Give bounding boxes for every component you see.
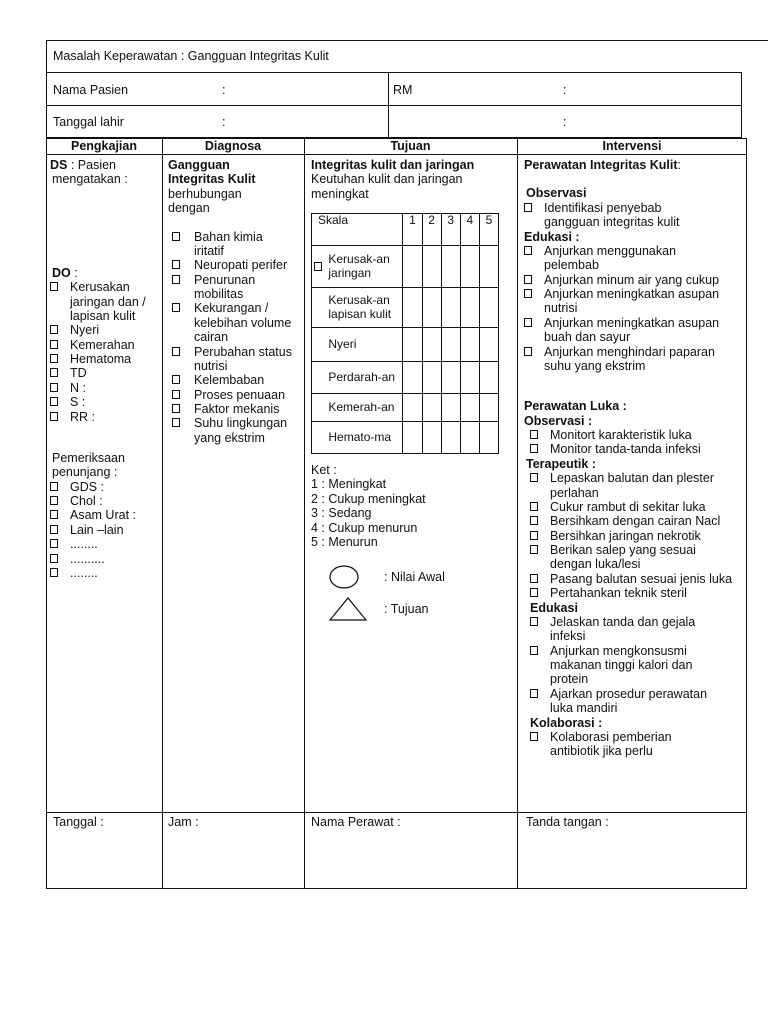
checkbox-icon[interactable] bbox=[50, 354, 58, 363]
scale-cell[interactable] bbox=[441, 362, 460, 394]
scale-number: 5 bbox=[479, 214, 498, 246]
goal-column bbox=[311, 158, 511, 201]
scale-cell[interactable] bbox=[403, 246, 422, 288]
list-item bbox=[530, 730, 744, 759]
ds-line bbox=[50, 158, 160, 172]
checkbox-icon[interactable] bbox=[530, 646, 538, 655]
checkbox-icon[interactable] bbox=[50, 412, 58, 421]
list-item bbox=[524, 201, 744, 230]
list-item-label: ........ bbox=[70, 565, 98, 580]
therapeutic-list bbox=[530, 471, 744, 600]
circle-icon bbox=[328, 564, 360, 590]
list-item-label: Anjurkan minum air yang cukup bbox=[544, 272, 720, 287]
list-item-label: GDS : bbox=[70, 479, 105, 494]
scale-cell[interactable] bbox=[403, 362, 422, 394]
scale-cell[interactable] bbox=[422, 246, 441, 288]
ds-label: DS bbox=[50, 158, 68, 172]
footer-signature: Tanda tangan : bbox=[526, 815, 609, 829]
collaboration-list bbox=[530, 730, 744, 759]
list-item-label: Bahan kimia iritatif bbox=[194, 229, 263, 258]
list-item-label: Chol : bbox=[70, 494, 103, 508]
list-item bbox=[50, 523, 160, 537]
scale-cell[interactable] bbox=[460, 328, 479, 362]
list-item-label: Kerusakan jaringan dan / lapisan kulit bbox=[70, 280, 146, 323]
checkbox-icon[interactable] bbox=[530, 516, 538, 525]
scale-cell[interactable] bbox=[460, 288, 479, 328]
scale-cell[interactable] bbox=[479, 422, 498, 454]
dob-colon: : bbox=[222, 115, 226, 129]
checkbox-icon[interactable] bbox=[530, 531, 538, 540]
checkbox-icon[interactable] bbox=[172, 260, 180, 269]
header-divider-1 bbox=[46, 72, 742, 73]
triangle-icon bbox=[328, 596, 368, 622]
scale-cell[interactable] bbox=[441, 422, 460, 454]
scale-row bbox=[312, 422, 499, 454]
checkbox-icon[interactable] bbox=[172, 275, 180, 284]
list-item-label: Monitort karakteristik luka bbox=[550, 428, 692, 442]
list-item-label: RR : bbox=[70, 409, 95, 424]
ket-item: 1 : Meningkat bbox=[311, 477, 387, 492]
list-item bbox=[172, 301, 300, 344]
therapeutic-label: Terapeutik : bbox=[526, 456, 596, 471]
scale-row-checkbox-cell bbox=[312, 394, 327, 422]
scale-cell[interactable] bbox=[460, 246, 479, 288]
scale-number: 4 bbox=[460, 214, 479, 246]
list-item bbox=[50, 366, 160, 380]
list-item bbox=[50, 395, 160, 409]
list-item bbox=[524, 287, 744, 316]
list-item-label: Kekurangan / kelebihan volume cairan bbox=[194, 301, 292, 345]
list-item bbox=[172, 258, 300, 272]
ket-label: Ket : bbox=[311, 463, 337, 477]
diagnosis-list bbox=[172, 230, 300, 446]
education-label: Edukasi : bbox=[524, 229, 580, 244]
list-item bbox=[50, 338, 160, 352]
checkbox-icon[interactable] bbox=[524, 203, 532, 212]
list-item-label: S : bbox=[70, 395, 86, 410]
list-item-label: Kemerahan bbox=[70, 337, 135, 352]
checkbox-icon[interactable] bbox=[530, 444, 538, 453]
checkbox-icon[interactable] bbox=[50, 368, 58, 377]
scale-cell[interactable] bbox=[403, 288, 422, 328]
scale-cell[interactable] bbox=[479, 288, 498, 328]
scale-row bbox=[312, 288, 499, 328]
footer-rule bbox=[46, 812, 747, 813]
list-item-label: Cukur rambut di sekitar luka bbox=[550, 499, 706, 514]
list-item bbox=[524, 316, 744, 345]
scale-number: 1 bbox=[403, 214, 422, 246]
list-item bbox=[172, 416, 300, 445]
scale-row bbox=[312, 246, 499, 288]
intervention-title-1-line bbox=[524, 158, 744, 172]
list-item-label: Bersihkan jaringan nekrotik bbox=[550, 528, 701, 543]
list-item-label: Suhu lingkungan yang ekstrim bbox=[194, 416, 288, 445]
do-label: DO bbox=[52, 265, 71, 280]
checkbox-icon[interactable] bbox=[530, 473, 538, 482]
list-item bbox=[530, 514, 744, 528]
problem-title: Masalah Keperawatan : Gangguan Integritas Kulit bbox=[53, 49, 329, 63]
ket-item: 5 : Menurun bbox=[311, 534, 378, 549]
scale-row-checkbox-cell bbox=[312, 328, 327, 362]
checkbox-icon[interactable] bbox=[50, 510, 58, 519]
checkbox-icon[interactable] bbox=[530, 588, 538, 597]
checkbox-icon[interactable] bbox=[50, 397, 58, 406]
diagnosis-sub-2: dengan bbox=[168, 201, 210, 216]
column-header-assessment: Pengkajian bbox=[71, 139, 137, 153]
checkbox-icon[interactable] bbox=[50, 383, 58, 392]
checkbox-icon[interactable] bbox=[530, 732, 538, 741]
checkbox-icon[interactable] bbox=[524, 318, 532, 327]
checkbox-icon[interactable] bbox=[50, 282, 58, 291]
list-item bbox=[530, 500, 744, 514]
scale-row-checkbox-cell bbox=[312, 362, 327, 394]
list-item bbox=[50, 381, 160, 395]
scale-cell[interactable] bbox=[460, 362, 479, 394]
scale-row bbox=[312, 362, 499, 394]
scale-cell[interactable] bbox=[460, 422, 479, 454]
blank-colon: : bbox=[563, 115, 567, 129]
legend-circle-label: : Nilai Awal bbox=[384, 570, 445, 584]
scale-number: 3 bbox=[441, 214, 460, 246]
do-line bbox=[52, 266, 160, 280]
scale-cell[interactable] bbox=[460, 394, 479, 422]
footer-nurse: Nama Perawat : bbox=[311, 815, 401, 829]
scale-header-row bbox=[312, 214, 499, 246]
list-item bbox=[50, 552, 160, 566]
list-item-label: Berikan salep yang sesuai dengan luka/lesi bbox=[550, 543, 696, 572]
scale-row-checkbox-cell bbox=[312, 422, 327, 454]
scale-row bbox=[312, 328, 499, 362]
patient-name-label: Nama Pasien bbox=[53, 83, 129, 97]
list-item bbox=[530, 543, 744, 572]
scale-row-label: Kerusak-an lapisan kulit bbox=[326, 288, 403, 328]
ket-item: 2 : Cukup meningkat bbox=[311, 491, 426, 506]
scale-cell[interactable] bbox=[441, 394, 460, 422]
list-item bbox=[530, 572, 744, 586]
checkbox-icon[interactable] bbox=[50, 568, 58, 577]
header-divider-2 bbox=[46, 105, 742, 106]
header-mid-divider bbox=[388, 72, 389, 138]
diagnosis-sub-1: berhubungan bbox=[168, 186, 242, 201]
ds-text: : Pasien bbox=[67, 158, 117, 172]
checkbox-icon[interactable] bbox=[524, 347, 532, 356]
checkbox-icon[interactable] bbox=[524, 289, 532, 298]
support-title-1: Pemeriksaan bbox=[52, 450, 125, 465]
list-item-label: Anjurkan meningkatkan asupan buah dan sayur bbox=[544, 315, 720, 345]
list-item-label: TD bbox=[70, 366, 87, 381]
list-item bbox=[524, 273, 744, 287]
intervention-column bbox=[524, 158, 744, 759]
rm-colon: : bbox=[563, 83, 567, 97]
list-item bbox=[530, 615, 744, 644]
list-item-label: Nyeri bbox=[70, 323, 100, 338]
scale-cell[interactable] bbox=[441, 328, 460, 362]
list-item-label: N : bbox=[70, 380, 86, 395]
scale-cell[interactable] bbox=[403, 422, 422, 454]
dob-label: Tanggal lahir bbox=[53, 115, 124, 129]
list-item bbox=[530, 644, 744, 687]
intervention-title-1: Perawatan Integritas Kulit bbox=[524, 158, 678, 172]
list-item bbox=[50, 410, 160, 424]
checkbox-icon[interactable] bbox=[172, 232, 180, 241]
list-item-label: Kelembaban bbox=[194, 373, 265, 388]
checkbox-icon[interactable] bbox=[172, 347, 180, 356]
scale-cell[interactable] bbox=[422, 288, 441, 328]
scale-row-label: Kerusak-an jaringan bbox=[326, 246, 403, 288]
list-item-label: Anjurkan menggunakan pelembab bbox=[544, 243, 677, 273]
scale-row-label: Kemerah-an bbox=[326, 394, 403, 422]
col-divider-2 bbox=[304, 138, 305, 889]
observation-2-label: Observasi : bbox=[524, 413, 593, 428]
checkbox-icon[interactable] bbox=[530, 502, 538, 511]
list-item bbox=[530, 442, 744, 456]
checkbox-icon[interactable] bbox=[530, 430, 538, 439]
collaboration-label: Kolaborasi : bbox=[530, 715, 603, 730]
list-item-label: Perubahan status nutrisi bbox=[194, 344, 292, 373]
scale-cell[interactable] bbox=[441, 288, 460, 328]
list-item bbox=[530, 529, 744, 543]
list-item-label: Kolaborasi pemberian antibiotik jika perlu bbox=[550, 729, 672, 759]
scale-cell[interactable] bbox=[479, 328, 498, 362]
scale-cell[interactable] bbox=[479, 394, 498, 422]
checkbox-icon[interactable] bbox=[530, 617, 538, 626]
checkbox-icon[interactable] bbox=[314, 262, 322, 271]
scale-row-label: Nyeri bbox=[326, 328, 403, 362]
checkbox-icon[interactable] bbox=[530, 545, 538, 554]
scale-cell[interactable] bbox=[422, 422, 441, 454]
checkbox-icon[interactable] bbox=[50, 482, 58, 491]
ket-block bbox=[311, 463, 511, 549]
rm-label: RM bbox=[393, 83, 413, 97]
scale-cell[interactable] bbox=[441, 246, 460, 288]
list-item-label: Lepaskan balutan dan plester perlahan bbox=[550, 471, 715, 500]
checkbox-icon[interactable] bbox=[524, 275, 532, 284]
list-item-label: Neuropati perifer bbox=[194, 258, 288, 273]
education-list bbox=[524, 244, 744, 373]
column-header-rule bbox=[46, 154, 747, 155]
list-item bbox=[524, 345, 744, 374]
list-item-label: ........ bbox=[70, 537, 98, 552]
assessment-column bbox=[50, 158, 160, 580]
column-header-intervention: Intervensi bbox=[602, 139, 662, 153]
goal-sub: Keutuhan kulit dan jaringan meningkat bbox=[311, 172, 463, 201]
list-item-label: Anjurkan menghindari paparan suhu yang ekstrim bbox=[544, 344, 715, 373]
col-divider-3 bbox=[517, 138, 518, 889]
list-item bbox=[172, 388, 300, 402]
checkbox-icon[interactable] bbox=[172, 390, 180, 399]
list-item bbox=[50, 566, 160, 580]
scale-row-label: Hemato-ma bbox=[326, 422, 403, 454]
do-colon: : bbox=[70, 265, 78, 280]
ket-item: 3 : Sedang bbox=[311, 506, 372, 521]
scale-cell[interactable] bbox=[403, 394, 422, 422]
do-list bbox=[50, 280, 160, 424]
checkbox-icon[interactable] bbox=[50, 554, 58, 563]
checkbox-icon[interactable] bbox=[50, 496, 58, 505]
list-item bbox=[50, 537, 160, 551]
footer-date: Tanggal : bbox=[53, 815, 104, 829]
ket-item: 4 : Cukup menurun bbox=[311, 520, 418, 535]
list-item-label: Faktor mekanis bbox=[194, 402, 280, 416]
checkbox-icon[interactable] bbox=[50, 340, 58, 349]
column-header-diagnosis: Diagnosa bbox=[204, 139, 262, 153]
education-2-list bbox=[530, 615, 744, 716]
list-item bbox=[524, 244, 744, 273]
list-item bbox=[172, 345, 300, 374]
scale-label: Skala bbox=[312, 214, 403, 246]
list-item-label: Ajarkan prosedur perawatan luka mandiri bbox=[550, 686, 708, 716]
list-item bbox=[172, 373, 300, 387]
checkbox-icon[interactable] bbox=[50, 325, 58, 334]
checkbox-icon[interactable] bbox=[524, 246, 532, 255]
observation-list bbox=[524, 201, 744, 230]
support-list bbox=[50, 480, 160, 581]
list-item bbox=[50, 494, 160, 508]
checkbox-icon[interactable] bbox=[172, 303, 180, 312]
diagnosis-title-1: Gangguan bbox=[168, 158, 230, 172]
scale-cell[interactable] bbox=[479, 246, 498, 288]
list-item-label: Proses penuaan bbox=[194, 387, 286, 402]
list-item-label: Hematoma bbox=[70, 352, 132, 366]
list-item bbox=[50, 323, 160, 337]
legend-triangle-label: : Tujuan bbox=[384, 602, 429, 616]
list-item-label: Penurunan mobilitas bbox=[194, 272, 256, 301]
list-item-label: .......... bbox=[70, 551, 105, 566]
patient-name-colon: : bbox=[222, 83, 226, 97]
column-header-goal: Tujuan bbox=[390, 139, 431, 153]
scale-cell[interactable] bbox=[422, 362, 441, 394]
goal-scale-table bbox=[311, 213, 499, 454]
list-item bbox=[530, 687, 744, 716]
intervention-title-2: Perawatan Luka : bbox=[524, 399, 627, 414]
list-item bbox=[172, 402, 300, 416]
checkbox-icon[interactable] bbox=[172, 375, 180, 384]
diagnosis-title-2: Integritas Kulit bbox=[168, 172, 256, 187]
list-item bbox=[50, 280, 160, 323]
observation-label: Observasi bbox=[526, 186, 587, 201]
list-item bbox=[50, 480, 160, 494]
goal-title: Integritas kulit dan jaringan bbox=[311, 158, 475, 172]
ds-text-2: mengatakan : bbox=[52, 172, 128, 187]
list-item-label: Monitor tanda-tanda infeksi bbox=[550, 442, 701, 457]
list-item bbox=[530, 471, 744, 500]
checkbox-icon[interactable] bbox=[172, 418, 180, 427]
list-item bbox=[50, 508, 160, 522]
scale-number: 2 bbox=[422, 214, 441, 246]
list-item-label: Bersihkam dengan cairan Nacl bbox=[550, 514, 721, 529]
scale-row-label: Perdarah-an bbox=[326, 362, 403, 394]
education-2-label: Edukasi bbox=[530, 600, 578, 615]
scale-cell[interactable] bbox=[422, 328, 441, 362]
list-item bbox=[530, 586, 744, 600]
checkbox-icon[interactable] bbox=[530, 574, 538, 583]
list-item-label: Anjurkan mengkonsusmi makanan tinggi kalori dan protein bbox=[550, 643, 693, 687]
scale-row bbox=[312, 394, 499, 422]
list-item bbox=[50, 352, 160, 366]
checkbox-icon[interactable] bbox=[50, 539, 58, 548]
scale-cell[interactable] bbox=[403, 328, 422, 362]
checkbox-icon[interactable] bbox=[50, 525, 58, 534]
list-item-label: Asam Urat : bbox=[70, 508, 136, 523]
support-title-2: penunjang : bbox=[52, 465, 118, 480]
intervention-title-1-suffix: : bbox=[677, 158, 681, 172]
list-item-label: Lain –lain bbox=[70, 522, 124, 537]
footer-time: Jam : bbox=[168, 815, 199, 829]
list-item-label: Identifikasi penyebab gangguan integritas kulit bbox=[544, 200, 680, 230]
list-item bbox=[530, 428, 744, 442]
scale-cell[interactable] bbox=[479, 362, 498, 394]
observation-2-list bbox=[530, 428, 744, 457]
list-item-label: Jelaskan tanda dan gejala infeksi bbox=[550, 614, 696, 644]
list-item-label: Pasang balutan sesuai jenis luka bbox=[550, 571, 733, 586]
list-item-label: Pertahankan teknik steril bbox=[550, 586, 687, 601]
checkbox-icon[interactable] bbox=[172, 404, 180, 413]
checkbox-icon[interactable] bbox=[530, 689, 538, 698]
list-item bbox=[172, 230, 300, 259]
diagnosis-column bbox=[168, 158, 300, 445]
list-item-label: Anjurkan meningkatkan asupan nutrisi bbox=[544, 287, 720, 316]
scale-row-checkbox-cell bbox=[312, 288, 327, 328]
col-divider-1 bbox=[162, 138, 163, 889]
ket-list bbox=[311, 477, 511, 549]
scale-cell[interactable] bbox=[422, 394, 441, 422]
list-item bbox=[172, 273, 300, 302]
scale-row-checkbox-cell bbox=[312, 246, 327, 288]
